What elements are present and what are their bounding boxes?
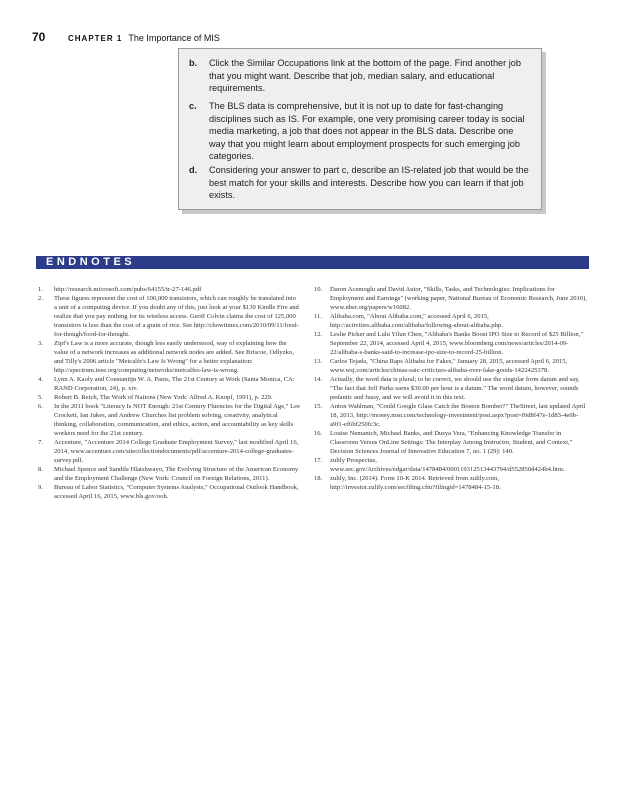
endnotes-left-column [38, 285, 300, 501]
chapter-label: CHAPTER 1 [68, 34, 123, 43]
endnote-text: http://research.microsoft.com/pubs/64155/tr-27-146.pdf [54, 286, 202, 293]
endnote [38, 294, 300, 339]
endnote-number: 12. [314, 331, 323, 338]
endnote [38, 393, 300, 402]
endnote [314, 375, 590, 402]
exercise-box [178, 48, 542, 210]
endnote-text: Michael Spence and Sandile Hlatshwayo, The Evolving Structure of the American Economy and the Employment Challenge (New York: Council on Foreign Relations, 2011). [54, 466, 299, 482]
exercise-letter: c. [189, 101, 197, 111]
endnote [314, 474, 590, 492]
endnote-text: zulily Prospectus, www.sec.gov/Archives/edgar/data/1478484/000119312513443794/d552850d424b4.htm. [330, 457, 565, 473]
endnote-number: 7. [38, 439, 43, 446]
endnote [314, 357, 590, 375]
endnote-text: Actually, the word data is plural; to be correct, we should use the singular form datum and say, "The fact that Jeff Parks earns $30.00 per hour is a datum." The word datum, however, sounds pedantic and fussy, and we will avoid it in this text. [330, 376, 580, 401]
exercise-text: Click the Similar Occupations link at the bottom of the page. Find another job that you might want. Describe that job, median salary, and educational requirements. [209, 58, 522, 94]
endnote-text: zulily, Inc. (2014). Form 10-K 2014. Retrieved from zulily.com, http://investor.zulily.com/secfiling.cfm?filingid=1478484-15-18. [330, 475, 501, 491]
endnote [314, 429, 590, 456]
endnote [314, 330, 590, 357]
endnote-text: Accenture, "Accenture 2014 College Graduate Employment Survey," last modified April 16, 2014, www.accenture.com/sitecollectiondocuments/pdf/accenture-2014-college-graduates-survey.pdf. [54, 439, 299, 464]
endnote-number: 15. [314, 403, 323, 410]
endnote [314, 312, 590, 330]
endnote-text: Carlos Tejada, "China Raps Alibaba for Fakes," January 28, 2015, accessed April 6, 2015, www.wsj.com/articles/chinas-saic-criticizes-alibaba-over-fake-goods-1422425378. [330, 358, 568, 374]
endnote [38, 438, 300, 465]
endnote-text: Leslie Picker and Lulu Yilun Chen, "Alibaba's Banks Boost IPO Size to Record of $25 Billion," September 22, 2014, accessed April 4, 2015, www.bloomberg.com/news/articles/2014-09-22/alibaba-s-banks-said-to-increase-ipo-size-to-record-25-billion. [330, 331, 584, 356]
endnote-text: These figures represent the cost of 100,000 transistors, which can roughly be translated into a unit of a computing device. If you doubt any of this, just look at your $139 Kindle Fire and realize that you pay nothing for its wireless access. Geoff Colvin claims the cost of 125,000 transistors is less than the cost of a grain of rice. See http://chowtimes.com/2010/09/11/food-for-though/food-for-thought. [54, 295, 299, 338]
endnote-number: 13. [314, 358, 323, 365]
endnote-text: Bureau of Labor Statistics, "Computer Systems Analysts," Occupational Outlook Handbook, accessed April 16, 2015, www.bls.gov/ooh. [54, 484, 299, 500]
endnote [314, 456, 590, 474]
exercise-item-c [189, 100, 529, 163]
exercise-item-b [189, 57, 529, 95]
endnote-number: 9. [38, 484, 43, 491]
endnote [314, 285, 590, 312]
endnote-number: 3. [38, 340, 43, 347]
endnote-number: 18. [314, 475, 323, 482]
chapter-title: The Importance of MIS [128, 33, 220, 43]
exercise-text: The BLS data is comprehensive, but it is not up to date for fast-changing disciplines such as IS. For example, one very promising career today is social media marketing, a job that does not appear in the BLS data. Describe one way that you might learn about employment prospects for such emerging job categories. [209, 101, 525, 162]
endnote [38, 402, 300, 438]
endnote-number: 4. [38, 376, 43, 383]
endnote-text: Anton Wahlman, "Could Google Glass Catch the Boston Bomber?" TheStreet, last updated April 18, 2013, http://money.msn.com/technology-investment/post.aspx?post=f0d8f47e-1d83-4e0b-a9f1-ef6bf250fc3c. [330, 403, 586, 428]
endnote-text: In the 2011 book "Literacy Is NOT Enough: 21st Century Fluencies for the Digital Age," Lee Crockett, Ian Jukes, and Andrew Churches list problem solving, creativity, analytical thinking, collaboration, communication, and ethics, action, and accountability as key skills workers need for the 21st century. [54, 403, 301, 437]
endnotes-title: ENDNOTES [46, 256, 136, 268]
endnote-text: Louise Nemanich, Michael Banks, and Dusya Vera, "Enhancing Knowledge Transfer in Classroom Versus OnLine Settings: The Interplay Among Instructor, Student, and Context," Decision Sciences Journal of Innovative Education 7, no. 1 (29): 140. [330, 430, 573, 455]
endnotes-banner [36, 256, 589, 269]
endnote-text: Daron Acemoglu and David Autor, "Skills, Tasks, and Technologies: Implications for Employment and Earnings" (working paper, National Bureau of Economic Research, June 2010), www.nber.org/papers/w16082. [330, 286, 587, 311]
endnote-number: 11. [314, 313, 322, 320]
endnote-number: 17. [314, 457, 323, 464]
endnote-number: 10. [314, 286, 323, 293]
endnotes-right-column [314, 285, 590, 492]
exercise-letter: b. [189, 58, 198, 68]
endnote [38, 285, 300, 294]
endnote [38, 483, 300, 501]
endnote-text: Alibaba.com, "About Alibaba.com," accessed April 6, 2015, http://activities.alibaba.com/alibaba/following-about-alibaba.php. [330, 313, 503, 329]
page-number: 70 [32, 30, 46, 44]
endnote [38, 339, 300, 375]
exercise-text: Considering your answer to part c, describe an IS-related job that would be the best match for your skills and interests. Describe how you can learn if that job exists. [209, 165, 529, 201]
endnote-number: 5. [38, 394, 43, 401]
endnote-number: 2. [38, 295, 43, 302]
endnote-number: 1. [38, 286, 43, 293]
endnote-number: 14. [314, 376, 323, 383]
exercise-item-d [189, 164, 529, 202]
endnote-number: 6. [38, 403, 43, 410]
exercise-letter: d. [189, 165, 198, 175]
endnote-text: Robert B. Reich, The Work of Nations (New York: Alfred A. Knopf, 1991), p. 229. [54, 394, 273, 401]
endnote-number: 16. [314, 430, 323, 437]
endnote-number: 8. [38, 466, 43, 473]
endnote [38, 465, 300, 483]
endnote [38, 375, 300, 393]
endnote [314, 402, 590, 429]
endnote-text: Lynn A. Kaoly and Constantijn W. A. Panis, The 21st Century at Work (Santa Monica, CA: RAND Corporation, 24), p. xiv. [54, 376, 295, 392]
page-header [32, 30, 220, 44]
endnote-text: Zipf's Law is a more accurate, though less easily understood, way of explaining how the value of a network increases as additional network nodes are added. See Briscoe, Odlyzko, and Tilly's 2006 article "Metcalfe's Law Is Wrong" for a better explanation: http://spectrum.ieee.org/computing/networks/metcalfes-law-is-wrong. [54, 340, 294, 374]
